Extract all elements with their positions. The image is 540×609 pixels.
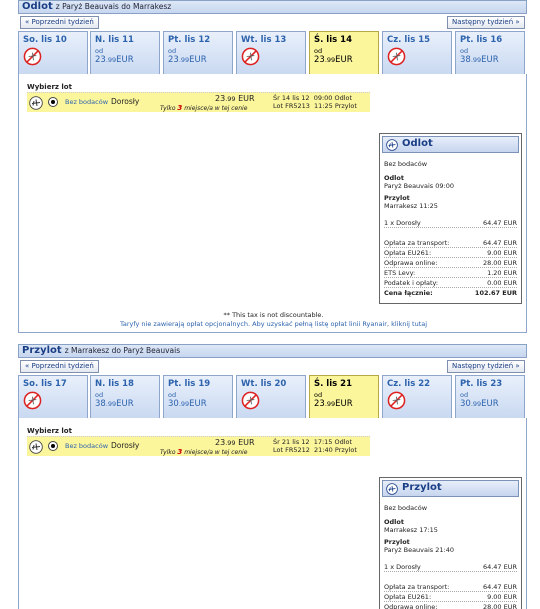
day-label: Cz. lis 15 (387, 35, 431, 45)
inbound-day-tab[interactable] (236, 375, 306, 419)
summary-line: Podatek i opłaty: 0.00 EUR (384, 279, 517, 287)
inbound-content (18, 418, 527, 609)
inbound-flight-radio[interactable] (48, 441, 58, 451)
inbound-summary-arr-label: Przylot (384, 538, 410, 546)
outbound-header (18, 0, 527, 14)
inbound-summary-dep-value: Marrakesz 17:15 (384, 526, 438, 534)
inbound-subtitle: z Marrakesz do Paryż Beauvais (64, 346, 181, 355)
outbound-summary-arr-label: Przylot (384, 194, 410, 202)
outbound-summary (379, 133, 522, 304)
inbound-day-tab[interactable] (90, 375, 160, 419)
day-label: So. lis 17 (23, 379, 67, 389)
day-label: Pt. lis 16 (460, 35, 503, 45)
outbound-day-tab[interactable] (236, 31, 306, 75)
outbound-summary-dep-label: Odlot (384, 174, 404, 182)
outbound-summary-arr-value: Marrakesz 11:25 (384, 202, 438, 210)
no-flight-icon (23, 391, 42, 410)
inbound-flight-row[interactable] (27, 436, 370, 456)
outbound-day-tab[interactable] (309, 31, 379, 75)
inbound-day-tab[interactable] (455, 375, 525, 419)
day-label: Pt. lis 12 (168, 35, 211, 45)
day-od: od (314, 391, 323, 399)
day-od: od (460, 391, 469, 399)
day-price: 38.99EUR (460, 55, 499, 65)
outbound-day-tab[interactable] (18, 31, 88, 75)
day-od: od (460, 47, 469, 55)
outbound-fare-type: Bez bodaców (65, 98, 109, 106)
day-label: Wt. lis 13 (241, 35, 287, 45)
plane-icon (29, 96, 43, 110)
summary-line: Opłata za transport: 64.47 EUR (384, 583, 517, 591)
day-label: Cz. lis 22 (387, 379, 431, 389)
outbound-choose-label: Wybierz lot (27, 83, 72, 91)
summary-line: Opłata za transport: 64.47 EUR (384, 239, 517, 247)
plane-icon (386, 139, 398, 151)
inbound-seats-note: Tylko 3 miejsce/a w tej cenie (160, 448, 248, 456)
outbound-flight-row[interactable] (27, 92, 370, 112)
inbound-day-tab[interactable] (382, 375, 452, 419)
outbound-content (18, 74, 527, 333)
summary-line: 1 x Dorosły 64.47 EUR (384, 563, 517, 571)
inbound-summary-arr-value: Paryż Beauvais 21:40 (384, 546, 454, 554)
summary-line: Odprawa online: 28.00 EUR (384, 602, 517, 609)
outbound-flight-detail: Śr 14 lis 12 09:00 Odlot Lot FR5213 11:25 Przylot (273, 94, 357, 110)
outbound-next-week-button[interactable]: Następny tydzień » (447, 16, 525, 29)
outbound-prev-week-button[interactable]: « Poprzedni tydzień (20, 16, 99, 29)
inbound-summary-dep-label: Odlot (384, 518, 404, 526)
inbound-choose-label: Wybierz lot (27, 427, 72, 435)
summary-line: 1 x Dorosły 64.47 EUR (384, 219, 517, 227)
plane-icon (29, 440, 43, 454)
outbound-day-tab[interactable] (382, 31, 452, 75)
day-label: Ś. lis 14 (314, 35, 352, 45)
day-label: Pt. lis 19 (168, 379, 211, 389)
inbound-section (18, 344, 527, 609)
day-label: Ś. lis 21 (314, 379, 352, 389)
summary-line: Opłata EU261: 9.00 EUR (384, 593, 517, 601)
inbound-summary-fare: Bez bodaców (384, 504, 428, 512)
summary-line: Opłata EU261: 9.00 EUR (384, 249, 517, 257)
no-flight-icon (387, 47, 406, 66)
fees-link[interactable]: Taryfy nie zawierają opłat opcjonalnych. Aby uzyskać pełną listę opłat linii Ryanair, kliknij tutaj (119, 320, 428, 328)
day-price: 23.99EUR (314, 399, 353, 409)
day-od: od (95, 391, 104, 399)
inbound-flight-detail: Śr 21 lis 12 17:15 Odlot Lot FR5212 21:40 Przylot (273, 438, 357, 454)
inbound-fare-type: Bez bodaców (65, 442, 109, 450)
day-price: 23.99EUR (95, 55, 134, 65)
outbound-summary-fare: Bez bodaców (384, 160, 428, 168)
inbound-title: Przylot z Marrakesz do Paryż Beauvais (22, 345, 181, 356)
outbound-title: Odlot z Paryż Beauvais do Marrakesz (22, 1, 172, 12)
summary-line: ETS Levy: 1.20 EUR (384, 269, 517, 277)
inbound-day-tab[interactable] (309, 375, 379, 419)
day-price: 30.99EUR (168, 399, 207, 409)
inbound-summary (379, 477, 522, 609)
day-od: od (314, 47, 323, 55)
outbound-seats-note: Tylko 3 miejsce/a w tej cenie (160, 104, 248, 112)
inbound-day-tab[interactable] (163, 375, 233, 419)
day-od: od (95, 47, 104, 55)
inbound-pax-type: Dorosły (111, 441, 140, 450)
outbound-summary-header: Odlot (382, 136, 519, 153)
outbound-day-tab[interactable] (163, 31, 233, 75)
outbound-section (18, 0, 527, 334)
inbound-header (18, 344, 527, 358)
outbound-row-price: 23.99 EUR (215, 94, 255, 103)
no-flight-icon (387, 391, 406, 410)
outbound-summary-dep-value: Paryż Beauvais 09:00 (384, 182, 454, 190)
no-flight-icon (241, 47, 260, 66)
outbound-summary-total: Cena łącznie: 102.67 EUR (384, 289, 517, 297)
day-price: 23.99EUR (314, 55, 353, 65)
day-price: 23.99EUR (168, 55, 207, 65)
day-price: 30.99EUR (460, 399, 499, 409)
day-price: 38.99EUR (95, 399, 134, 409)
outbound-subtitle: z Paryż Beauvais do Marrakesz (55, 2, 172, 11)
outbound-day-tab[interactable] (455, 31, 525, 75)
outbound-flight-radio[interactable] (48, 97, 58, 107)
inbound-prev-week-button[interactable]: « Poprzedni tydzień (20, 360, 99, 373)
day-od: od (168, 47, 177, 55)
no-flight-icon (23, 47, 42, 66)
plane-icon (386, 483, 398, 495)
day-label: So. lis 10 (23, 35, 67, 45)
inbound-summary-header: Przylot (382, 480, 519, 497)
day-label: N. lis 11 (95, 35, 134, 45)
day-label: N. lis 18 (95, 379, 134, 389)
day-label: Wt. lis 20 (241, 379, 287, 389)
summary-line: Odprawa online: 28.00 EUR (384, 259, 517, 267)
day-label: Pt. lis 23 (460, 379, 503, 389)
inbound-row-price: 23.99 EUR (215, 438, 255, 447)
outbound-day-tab[interactable] (90, 31, 160, 75)
inbound-day-tab[interactable] (18, 375, 88, 419)
outbound-pax-type: Dorosły (111, 97, 140, 106)
no-flight-icon (241, 391, 260, 410)
day-od: od (168, 391, 177, 399)
outbound-footnote: ** This tax is not discountable. (223, 311, 324, 319)
inbound-next-week-button[interactable]: Następny tydzień » (447, 360, 525, 373)
